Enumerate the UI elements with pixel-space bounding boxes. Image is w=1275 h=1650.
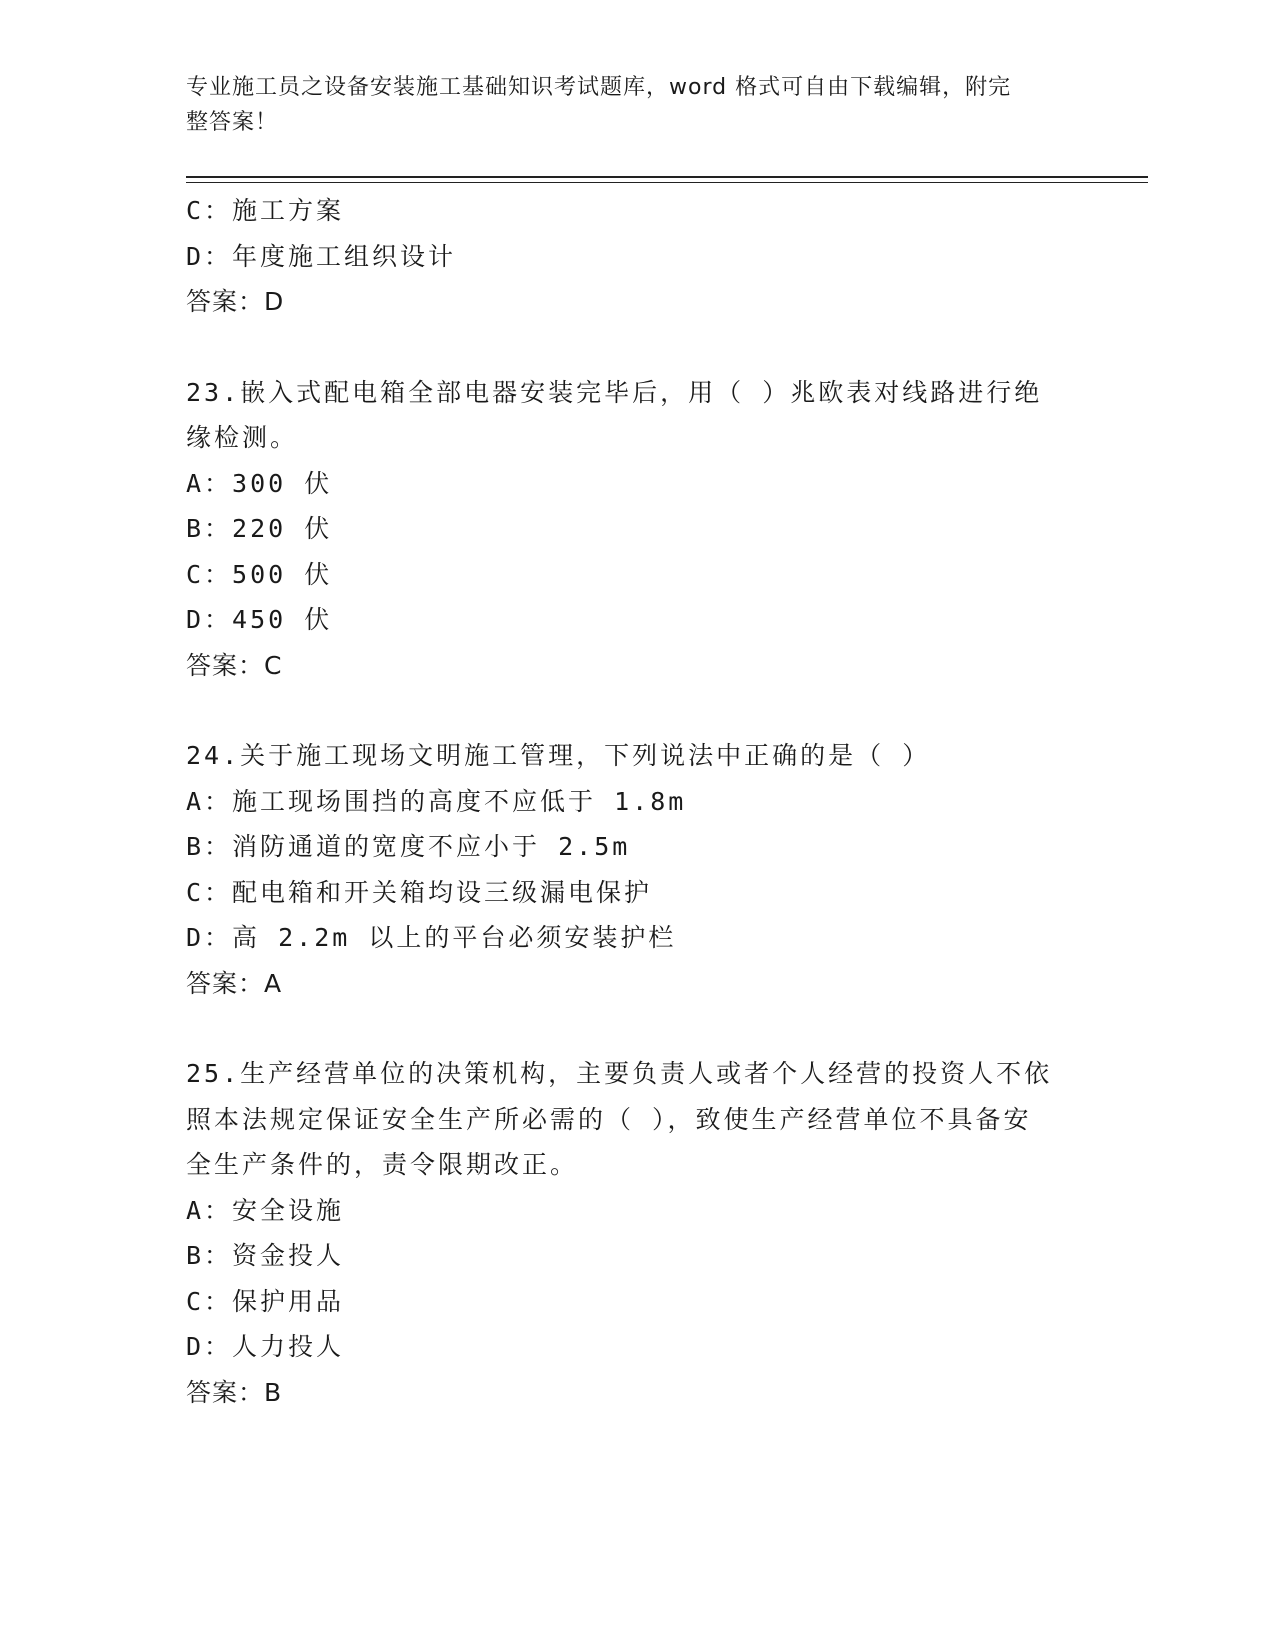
option-b: B：220 伏 xyxy=(186,514,333,543)
option-c: C：施工方案 xyxy=(186,196,345,225)
question-stem-line: 照本法规定保证安全生产所必需的（ ），致使生产经营单位不具备安 xyxy=(186,1104,1032,1134)
question-stem-line: 24.关于施工现场文明施工管理，下列说法中正确的是（ ） xyxy=(186,741,931,770)
answer-line: 答案：C xyxy=(186,650,283,680)
option-a: A：施工现场围挡的高度不应低于 1.8m xyxy=(186,786,687,816)
option-d: D：人力投人 xyxy=(186,1332,345,1361)
answer-line: 答案：D xyxy=(186,287,285,316)
option-a: A：300 伏 xyxy=(186,468,333,498)
header-line-2: 整答案！ xyxy=(186,110,279,135)
option-d: D：高 2.2m 以上的平台必须安装护栏 xyxy=(186,923,677,952)
question-stem-line: 25.生产经营单位的决策机构，主要负责人或者个人经营的投资人不依 xyxy=(186,1059,1053,1088)
option-a: A：安全设施 xyxy=(186,1195,345,1225)
option-b: B：资金投人 xyxy=(186,1241,345,1270)
document-header xyxy=(186,70,1066,140)
document-body xyxy=(186,188,1086,1415)
answer-line: 答案：A xyxy=(186,968,283,998)
option-b: B：消防通道的宽度不应小于 2.5m xyxy=(186,832,631,861)
option-d: D：450 伏 xyxy=(186,605,333,634)
header-divider-thick xyxy=(186,176,1148,178)
option-c: C：保护用品 xyxy=(186,1286,345,1316)
header-line-1: 专业施工员之设备安装施工基础知识考试题库，word 格式可自由下载编辑，附完 xyxy=(186,75,1012,100)
question-stem-line: 缘检测。 xyxy=(186,423,299,452)
option-d: D：年度施工组织设计 xyxy=(186,241,457,271)
question-24 xyxy=(186,733,1086,1006)
question-stem-line: 23.嵌入式配电箱全部电器安装完毕后，用（ ）兆欧表对线路进行绝 xyxy=(186,377,1043,407)
option-c: C：500 伏 xyxy=(186,559,333,589)
continued-question xyxy=(186,188,1086,325)
header-divider-thin xyxy=(186,182,1148,183)
question-25 xyxy=(186,1051,1086,1415)
question-23 xyxy=(186,370,1086,689)
answer-line: 答案：B xyxy=(186,1377,283,1407)
question-stem-line: 全生产条件的，责令限期改正。 xyxy=(186,1150,579,1179)
option-c: C：配电箱和开关箱均设三级漏电保护 xyxy=(186,877,653,907)
